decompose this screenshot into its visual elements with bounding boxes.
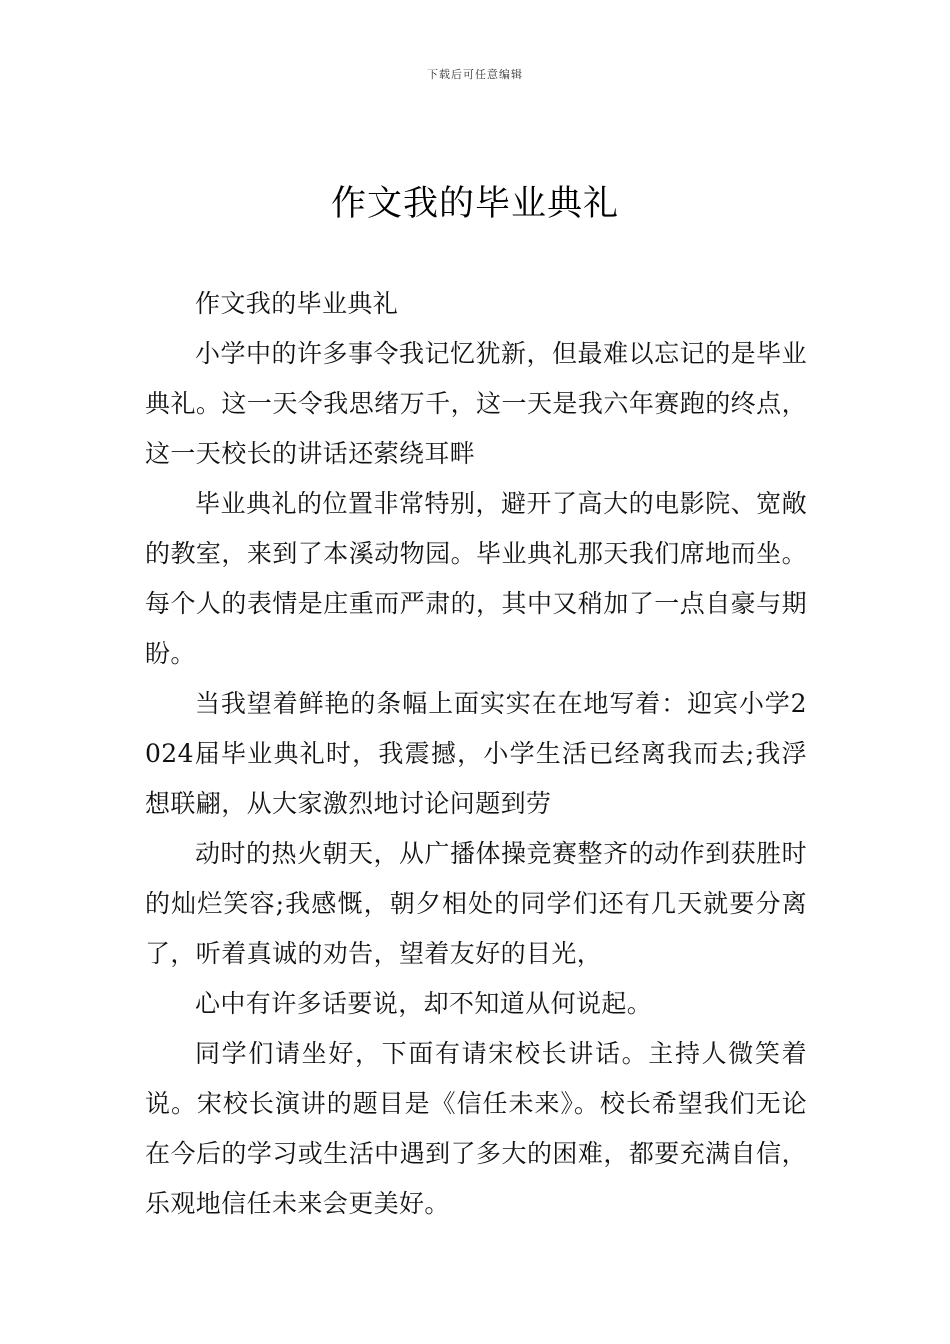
paragraph: 动时的热火朝天，从广播体操竞赛整齐的动作到获胜时的灿烂笑容;我感慨，朝夕相处的同学们还有几天就要分离了，听着真诚的劝告，望着友好的目光， [145,839,807,968]
paragraph: 毕业典礼的位置非常特别，避开了高大的电影院、宽敞的教室，来到了本溪动物园。毕业典礼那天我们席地而坐。每个人的表情是庄重而严肃的，其中又稍加了一点自豪与期盼。 [145,489,807,668]
paragraph: 小学中的许多事令我记忆犹新，但最难以忘记的是毕业典礼。这一天令我思绪万千，这一天是我六年赛跑的终点，这一天校长的讲话还萦绕耳畔 [145,339,807,468]
paragraph: 当我望着鲜艳的条幅上面实实在在地写着：迎宾小学2024届毕业典礼时，我震撼，小学生活已经离我而去;我浮想联翩，从大家激烈地讨论问题到劳 [145,689,807,818]
paragraph: 心中有许多话要说，却不知道从何说起。 [195,989,653,1018]
paragraph: 作文我的毕业典礼 [195,289,399,318]
paragraph: 同学们请坐好，下面有请宋校长讲话。主持人微笑着说。宋校长演讲的题目是《信任未来》。校长希望我们无论在今后的学习或生活中遇到了多大的困难，都要充满自信，乐观地信任未来会更美好。 [145,1039,807,1218]
document-body [145,279,807,1229]
document-title: 作文我的毕业典礼 [330,184,619,224]
header-note: 下载后可任意编辑 [427,68,523,81]
